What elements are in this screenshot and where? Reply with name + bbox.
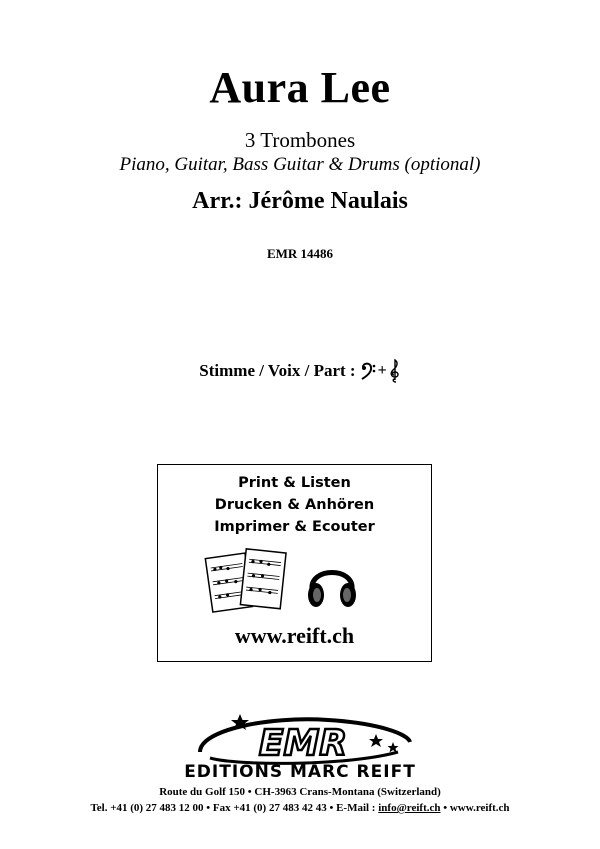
arranger: Arr.: Jérôme Naulais [192, 188, 408, 214]
bass-clef-icon [360, 361, 376, 381]
sheet-music-icon [203, 547, 293, 613]
email-link[interactable]: info@reift.ch [378, 802, 441, 814]
headphones-icon [304, 553, 360, 613]
contact-website: • www.reift.ch [440, 802, 510, 814]
publisher-address: Route du Golf 150 • CH-3963 Crans-Montana (Switzerland) [159, 786, 441, 798]
score-title: Aura Lee [209, 63, 391, 112]
part-label: Stimme / Voix / Part : [199, 361, 356, 380]
plus-sign: + [377, 362, 387, 379]
print-listen-box [157, 464, 432, 662]
publisher-name: EDITIONS MARC REIFT [184, 762, 416, 782]
instrumentation: Piano, Guitar, Bass Guitar & Drums (optional) [119, 154, 481, 175]
contact-phone-fax: Tel. +41 (0) 27 483 12 00 • Fax +41 (0) 27 483 42 43 • E-Mail : [90, 802, 379, 814]
promo-line-french: Imprimer & Ecouter [214, 519, 375, 535]
treble-clef-icon [389, 358, 401, 384]
promo-line-german: Drucken & Anhören [214, 497, 375, 513]
promo-url[interactable]: www.reift.ch [234, 623, 355, 648]
publisher-contact [0, 802, 600, 814]
catalog-code: EMR 14486 [266, 246, 334, 261]
ensemble-subtitle: 3 Trombones [244, 128, 356, 152]
part-line [0, 358, 600, 384]
logo-text: EMR [258, 723, 348, 764]
promo-line-english: Print & Listen [238, 475, 351, 491]
clefs [360, 358, 401, 384]
